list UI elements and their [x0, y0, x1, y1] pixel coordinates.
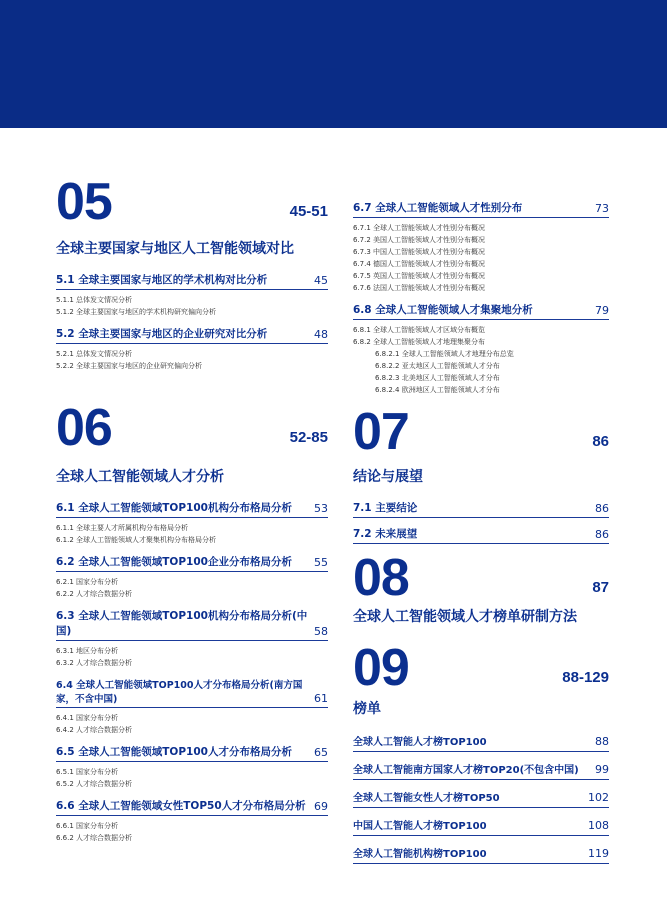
ranking-label: 全球人工智能女性人才榜TOP50	[353, 793, 500, 804]
section-label: 5.2 全球主要国家与地区的企业研究对比分析	[56, 328, 268, 340]
chapter-number: 09	[353, 639, 409, 697]
ranking-item[interactable]	[353, 789, 609, 808]
ranking-page: 119	[588, 847, 609, 860]
ranking-item[interactable]	[353, 761, 609, 780]
chapter-title: 全球人工智能领域人才分析	[56, 469, 224, 485]
ranking-page: 108	[588, 819, 609, 832]
chapter-header	[56, 396, 328, 457]
toc-section-5-1[interactable]	[56, 272, 328, 290]
ranking-item[interactable]	[353, 733, 609, 752]
toc-section-5-2[interactable]	[56, 326, 328, 344]
toc-subsection[interactable]: 6.4.1 国家分布分析	[56, 714, 119, 722]
toc-subsection[interactable]: 5.2.2 全球主要国家与地区的企业研究偏向分析	[56, 362, 203, 370]
toc-section-6-4[interactable]	[56, 677, 328, 708]
toc-section-6-1[interactable]	[56, 500, 328, 518]
toc-subsection[interactable]: 6.3.1 地区分布分析	[56, 647, 119, 655]
ranking-label: 全球人工智能机构榜TOP100	[353, 849, 487, 860]
toc-subsubsection[interactable]: 6.8.2.4 欧洲地区人工智能领域人才分布	[375, 386, 500, 394]
section-page: 65	[314, 746, 328, 759]
section-label: 6.5 全球人工智能领域TOP100人才分布格局分析	[56, 746, 292, 758]
chapter-page-range: 52-85	[289, 429, 328, 446]
section-label: 7.1 主要结论	[353, 502, 418, 514]
toc-subsection[interactable]: 5.1.2 全球主要国家与地区的学术机构研究偏向分析	[56, 308, 217, 316]
section-label: 6.2 全球人工智能领域TOP100企业分布格局分析	[56, 556, 292, 568]
ranking-label: 全球人工智能人才榜TOP100	[353, 737, 487, 748]
toc-subsection[interactable]: 6.6.2 人才综合数据分析	[56, 834, 133, 842]
chapter-title: 结论与展望	[353, 469, 423, 485]
section-page: 79	[595, 304, 609, 317]
section-label: 6.4 全球人工智能领域TOP100人才分布格局分析(南方国家，不含中国)	[56, 680, 303, 705]
chapter-title[interactable]: 全球人工智能领域人才榜单研制方法	[353, 609, 577, 625]
ranking-label: 中国人工智能人才榜TOP100	[353, 821, 487, 832]
toc-section-6-3[interactable]	[56, 608, 328, 641]
toc-subsection[interactable]: 6.3.2 人才综合数据分析	[56, 659, 133, 667]
toc-subsection[interactable]: 6.7.4 德国人工智能领域人才性别分布概况	[353, 260, 486, 268]
chapter-header	[353, 400, 609, 461]
chapter-page-range: 87	[592, 579, 609, 596]
chapter-09	[353, 636, 609, 864]
section-page: 86	[595, 502, 609, 515]
section-label: 6.3 全球人工智能领域TOP100机构分布格局分析(中国)	[56, 610, 308, 637]
toc-subsection[interactable]: 6.6.1 国家分布分析	[56, 822, 119, 830]
ranking-page: 102	[588, 791, 609, 804]
toc-section-6-6[interactable]	[56, 798, 328, 816]
chapter-page-range: 88-129	[562, 669, 609, 686]
toc-subsection[interactable]: 6.5.2 人才综合数据分析	[56, 780, 133, 788]
toc-subsection[interactable]: 6.1.2 全球人工智能领域人才聚集机构分布格局分析	[56, 536, 217, 544]
toc-subsection[interactable]: 6.5.1 国家分布分析	[56, 768, 119, 776]
toc-subsection[interactable]: 6.7.2 美国人工智能领域人才性别分布概况	[353, 236, 486, 244]
toc-subsection[interactable]: 6.1.1 全球主要人才所属机构分布格局分析	[56, 524, 189, 532]
chapter-header	[56, 170, 328, 231]
section-page: 45	[314, 274, 328, 287]
toc-subsubsection[interactable]: 6.8.2.1 全球人工智能领域人才地理分布总览	[375, 350, 514, 358]
section-label: 6.8 全球人工智能领域人才集聚地分析	[353, 304, 533, 316]
chapter-number: 05	[56, 173, 112, 231]
section-page: 69	[314, 800, 328, 813]
toc-left-column	[56, 170, 328, 846]
chapter-title: 全球主要国家与地区人工智能领域对比	[56, 241, 294, 257]
toc-section-6-7[interactable]	[353, 200, 609, 218]
section-page: 73	[595, 202, 609, 215]
chapter-05	[56, 170, 328, 372]
chapter-number: 08	[353, 549, 409, 607]
toc-subsection[interactable]: 6.4.2 人才综合数据分析	[56, 726, 133, 734]
toc-subsection[interactable]: 6.7.3 中国人工智能领域人才性别分布概况	[353, 248, 486, 256]
toc-subsection[interactable]: 6.7.6 法国人工智能领域人才性别分布概况	[353, 284, 486, 292]
section-page: 58	[314, 625, 328, 638]
chapter-07	[353, 400, 609, 544]
header-banner	[0, 0, 667, 128]
section-page: 53	[314, 502, 328, 515]
chapter-06	[56, 396, 328, 844]
chapter-header	[353, 636, 609, 697]
ranking-page: 99	[595, 763, 609, 776]
section-page: 61	[314, 692, 328, 705]
section-page: 55	[314, 556, 328, 569]
section-label: 7.2 未来展望	[353, 528, 418, 540]
toc-subsubsection[interactable]: 6.8.2.2 亚太地区人工智能领域人才分布	[375, 362, 500, 370]
section-page: 86	[595, 528, 609, 541]
chapter-number: 07	[353, 403, 409, 461]
chapter-number: 06	[56, 399, 112, 457]
toc-section-6-5[interactable]	[56, 744, 328, 762]
ranking-page: 88	[595, 735, 609, 748]
toc-subsubsection[interactable]: 6.8.2.3 北美地区人工智能领域人才分布	[375, 374, 500, 382]
toc-subsection[interactable]: 5.2.1 总体发文情况分析	[56, 350, 133, 358]
toc-subsection[interactable]: 6.2.2 人才综合数据分析	[56, 590, 133, 598]
section-label: 6.7 全球人工智能领域人才性别分布	[353, 202, 523, 214]
section-label: 6.6 全球人工智能领域女性TOP50人才分布格局分析	[56, 800, 306, 812]
chapter-08	[353, 546, 609, 632]
toc-subsection[interactable]: 5.1.1 总体发文情况分析	[56, 296, 133, 304]
toc-section-7-1[interactable]	[353, 500, 609, 518]
toc-subsection[interactable]: 6.7.1 全球人工智能领域人才性别分布概况	[353, 224, 486, 232]
toc-section-7-2[interactable]	[353, 526, 609, 544]
toc-subsection[interactable]: 6.2.1 国家分布分析	[56, 578, 119, 586]
section-label: 5.1 全球主要国家与地区的学术机构对比分析	[56, 274, 268, 286]
toc-subsection[interactable]: 6.7.5 英国人工智能领域人才性别分布概况	[353, 272, 486, 280]
chapter-page-range: 45-51	[289, 203, 328, 220]
toc-subsection[interactable]: 6.8.1 全球人工智能领域人才区域分布概览	[353, 326, 486, 334]
section-page: 48	[314, 328, 328, 341]
ranking-item[interactable]	[353, 817, 609, 836]
chapter-header	[353, 546, 609, 607]
toc-section-6-2[interactable]	[56, 554, 328, 572]
chapter-title: 榜单	[353, 701, 381, 717]
toc-section-6-8[interactable]	[353, 302, 609, 320]
chapter-page-range: 86	[592, 433, 609, 450]
toc-subsection[interactable]: 6.8.2 全球人工智能领域人才地理集聚分布	[353, 338, 486, 346]
ranking-label: 全球人工智能南方国家人才榜TOP20(不包含中国)	[353, 765, 579, 776]
toc-right-column	[353, 200, 609, 864]
ranking-item[interactable]	[353, 845, 609, 864]
section-label: 6.1 全球人工智能领域TOP100机构分布格局分析	[56, 502, 292, 514]
